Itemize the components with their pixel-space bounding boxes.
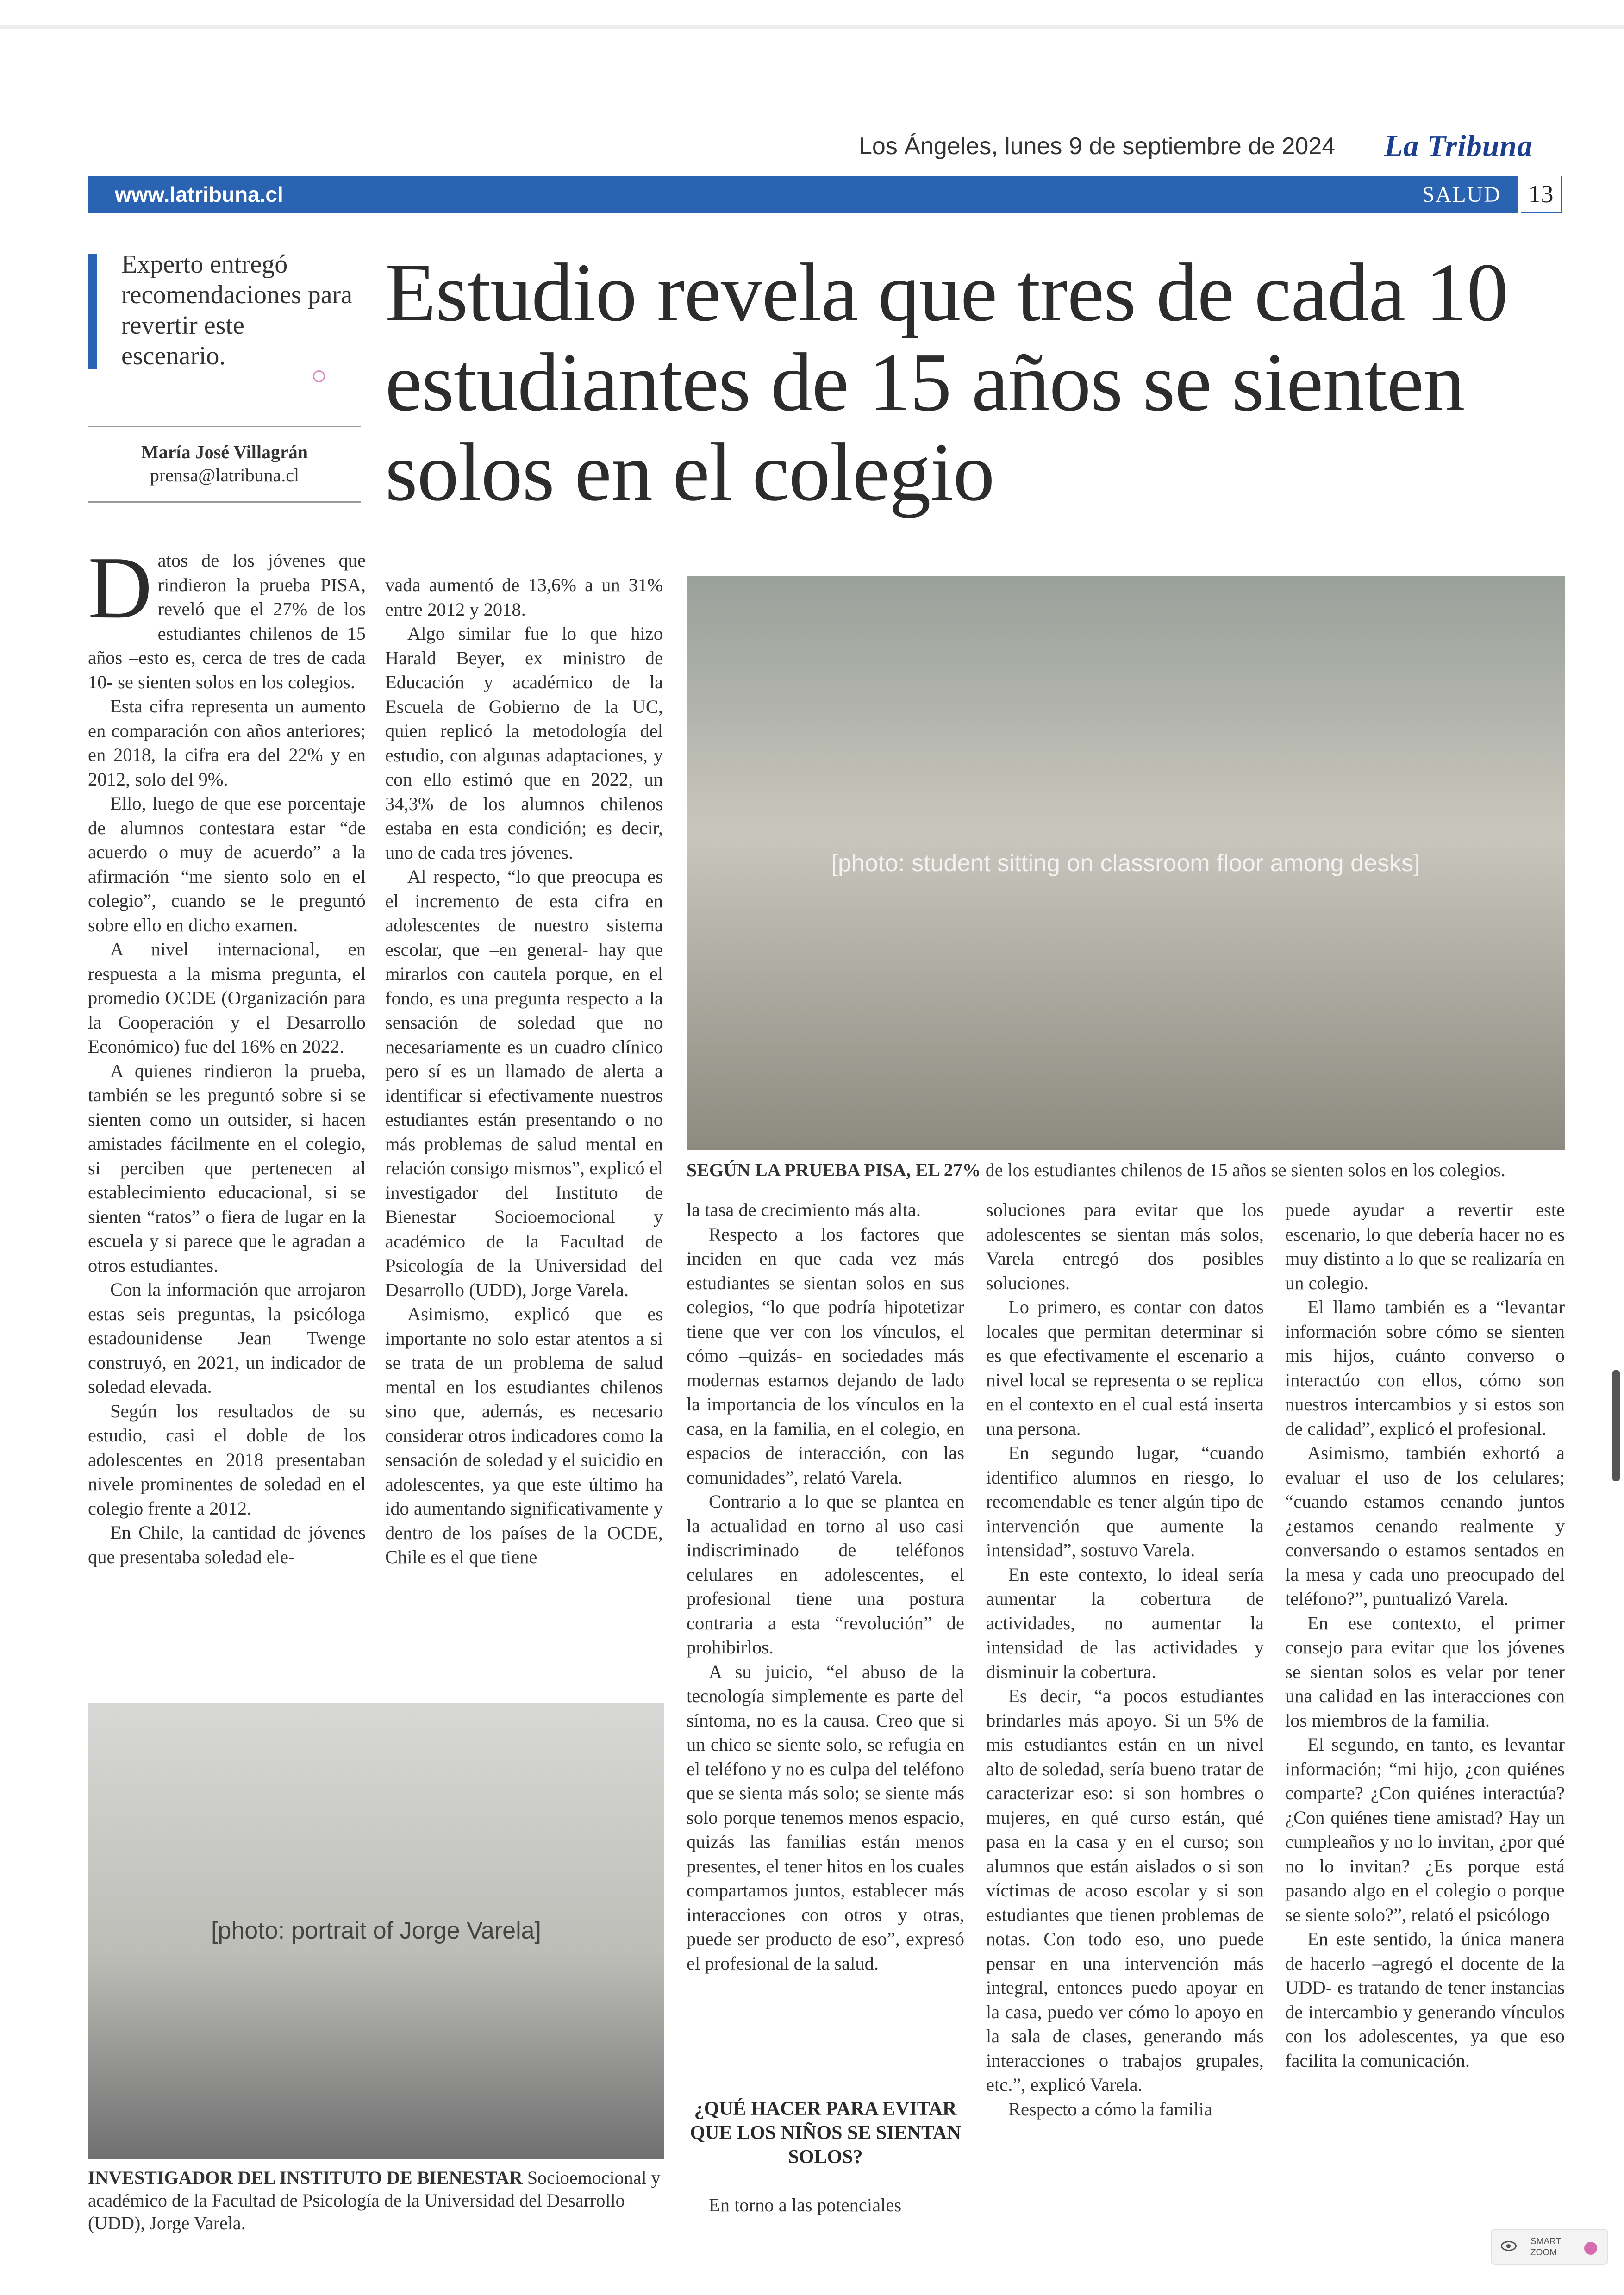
article-paragraph: En ese contexto, el primer consejo para evitar que los jóvenes se sientan solos es velar por tener una calidad en las interacciones con los miembros de la familia. [1285,1612,1565,1731]
article-paragraph: A nivel internacional, en respuesta a la misma pregunta, el promedio OCDE (Organización para la Cooperación y el Desarrollo Económico) fue del 16% en 2022. [88,939,366,1057]
article-paragraph: Lo primero, es contar con datos locales que permitan determinar si es que efectivamente el escenario a nivel local se representa o se replica en el contexto en el cual está inserta una persona. [986,1297,1264,1439]
portrait-caption [88,2166,671,2234]
eye-icon [1501,2241,1517,2251]
drop-cap: D [88,538,152,637]
byline-divider-top [88,426,361,427]
article-column-1 [88,538,366,1569]
main-photo [687,576,1565,1150]
article-paragraph: El llamo también es a “levantar información sobre cómo se sienten mis hijos, cuánto converso o interactúo con ellos, cómo son nuestros intercambios y si estos son de calidad”, explicó el profesional. [1285,1297,1565,1439]
article-paragraph: Algo similar fue lo que hizo Harald Beyer, ex ministro de Educación y académico de la Escuela de Gobierno de la UC, quien replicó la metodología del estudio, con algunas adaptaciones, y con ello estimó que en 2022, un 34,3% de los alumnos chilenos estaba en esta condición; es decir, uno de cada tres jóvenes. [385,623,663,863]
site-url[interactable]: www.latribuna.cl [115,182,283,206]
top-divider [0,25,1624,29]
article-paragraph: Según los resultados de su estudio, casi el doble de los adolescentes en 2018 presentaban nivele prominentes de soledad en el colegio frente a 2012. [88,1400,366,1519]
smart-zoom-label: SMART ZOOM [1530,2237,1562,2258]
article-paragraph: Asimismo, también exhortó a evaluar el uso de los celulares; “cuando estamos cenando juntos ¿estamos cenando realmente y conversando o estamos sentados en la mesa y cada uno preocupado del teléfono?”, puntualizó Varela. [1285,1442,1565,1609]
article-paragraph: En este contexto, lo ideal sería aumentar la cobertura de actividades, no aumentar la intensidad de las actividades y disminuir la cobertura. [986,1564,1264,1682]
article-paragraph: A quienes rindieron la prueba, también se les preguntó sobre si se sienten como un outsider, si hacen amistades fácilmente en el colegio, si perciben que pertenecen al establecimiento educacional, si se sienten “ratos” o fiera de lugar en la escuela y si parece que le agradan a otros estudiantes. [88,1060,366,1276]
article-paragraph: puede ayudar a revertir este escenario, lo que debería hacer no es muy distinto a lo que se realizaría en un colegio. [1285,1199,1565,1293]
pull-quote: Experto entregó recomendaciones para revertir este escenario. [121,250,353,370]
caption-lead: SEGÚN LA PRUEBA PISA, EL 27% [687,1160,981,1180]
caption-lead: INVESTIGADOR DEL INSTITUTO DE BIENESTAR [88,2167,523,2188]
article-paragraph: vada aumentó de 13,6% a un 31% entre 2012 y 2018. [385,574,663,620]
article-paragraph: Es decir, “a pocos estudiantes brindarles más apoyo. Si un 5% de mis estudiantes están en un nivel alto de soledad, sería bueno tratar de caracterizar eso: si son hombres o mujeres, en qué curso están, qué pasa en la casa y en el curso; son alumnos que están aislados o si son víctimas de acoso escolar y si son estudiantes que tienen problemas de notas. Con todo eso, uno puede pensar en una intervención más integral, entonces puedo apoyar en la casa, puedo ver cómo lo apoyo en la sala de clases, generando más interacciones o trabajos grupales, etc.”, explicó Varela. [986,1685,1264,2095]
article-paragraph: Con la información que arrojaron estas seis preguntas, la psicóloga estadounidense Jean Twenge construyó, en 2021, un indicador de soledad elevada. [88,1279,366,1397]
author-name: María José Villagrán [141,442,308,462]
end-mark-icon [313,370,325,382]
section-label: SALUD [1422,182,1501,207]
article-paragraph: Ello, luego de que ese porcentaje de alumnos contestara estar “de acuerdo o muy de acuerdo” a la afirmación “me siento solo en el colegio”, cuando se le preguntó sobre ello en dicho examen. [88,793,366,935]
main-photo-label: [photo: student sitting on classroom floor among desks] [831,850,1420,877]
article-paragraph: Esta cifra representa un aumento en comparación con años anteriores; en 2018, la cifra era del 22% y en 2012, solo del 9%. [88,696,366,790]
byline-divider-bottom [88,501,361,503]
section-subhead: ¿QUÉ HACER PARA EVITAR QUE LOS NIÑOS SE SIENTAN SOLOS? [690,2098,961,2168]
portrait-photo-label: [photo: portrait of Jorge Varela] [211,1917,541,1944]
article-paragraph: Contrario a lo que se plantea en la actualidad en torno al uso casi indiscriminado de teléfonos celulares en adolescentes, el profesional tiene una postura contraria a esta “revolución” de prohibirlos. [687,1491,964,1658]
article-column-4 [986,1198,1264,2121]
dateline: Los Ángeles, lunes 9 de septiembre de 2024 [859,133,1336,160]
article-paragraph: soluciones para evitar que los adolescentes se sientan más solos, Varela entregó dos posibles soluciones. [986,1199,1264,1293]
caption-text: de los estudiantes chilenos de 15 años se sienten solos en los colegios. [981,1160,1505,1180]
article-paragraph: Respecto a los factores que inciden en que cada vez más estudiantes se sientan solos en sus colegios, “lo que podría hipotetizar tiene que ver con los vínculos, el cómo –quizás- en sociedades más modernas estamos dejando de lado la importancia de los vínculos en la casa, en la familia, en el colegio, en espacios de interacción, con las comunidades”, relató Varela. [687,1223,964,1488]
article-paragraph: En segundo lugar, “cuando identifico alumnos en riesgo, lo recomendable es tener algún tipo de intervención que aumente la intensidad”, sostuvo Varela. [986,1442,1264,1560]
article-column-5 [1285,1198,1565,2073]
article-paragraph: la tasa de crecimiento más alta. [687,1199,921,1220]
headline: Estudio revela que tres de cada 10 estudiantes de 15 años se sienten solos en el colegio [385,246,1508,518]
main-photo-caption [687,1159,1565,1181]
smart-zoom-button[interactable] [1491,2229,1608,2265]
article-paragraph: En este sentido, la única manera de hacerlo –agregó el docente de la UDD- es tratando de tener instancias de intercambio y generando vínculos con los adolescentes, ya que eso facilita la comunicación. [1285,1928,1565,2071]
article-paragraph: Respecto a cómo la familia [1008,2098,1212,2120]
article-paragraph: En Chile, la cantidad de jóvenes que presentaba soledad ele- [88,1522,366,1567]
article-paragraph: Datos de los jóvenes que rindieron la prueba PISA, reveló que el 27% de los estudiantes chilenos de 15 años –esto es, cerca de tres de cada 10- se sienten solos en los colegios. [88,538,366,692]
section-bar [88,176,1518,213]
page-number: 13 [1521,176,1562,213]
notification-dot-icon [1584,2242,1597,2255]
article-paragraph: Al respecto, “lo que preocupa es el incremento de esta cifra en adolescentes de nuestro sistema escolar, que –en general- hay que mirarlos con cautela porque, en el fondo, es una pregunta respecto a la sensación de soledad que no necesariamente es un cuadro clínico pero sí es un llamado de alerta a identificar si efectivamente nuestros estudiantes están presentando o no más problemas de salud mental en relación consigo mismos”, explicó el investigador del Instituto de Bienestar Socioemocional y académico de la Facultad de Psicología de la Universidad del Desarrollo (UDD), Jorge Varela. [385,866,663,1300]
newspaper-logo: La Tribuna [1384,129,1533,163]
author-email[interactable]: prensa@latribuna.cl [150,465,300,486]
article-paragraph: Asimismo, explicó que es importante no solo estar atentos a si se trata de un problema de salud mental en los estudiantes chilenos sino que, además, es necesario considerar otros indicadores como la sensación de soledad y el suicidio en adolescentes, ya que este último ha ido aumentando significativamente y dentro de los países de la OCDE, Chile es el que tiene [385,1303,663,1567]
article-paragraph: En torno a las potenciales [709,2195,902,2215]
caption-text: Socioemocional y académico de la Facultad de Psicología de la Universidad del Desarrollo (UDD), Jorge Varela. [88,2167,661,2233]
scrollbar-thumb[interactable] [1612,1370,1620,1481]
article-paragraph: A su juicio, “el abuso de la tecnología simplemente es parte del síntoma, no es la causa. Creo que si un chico se siente solo, se refugia en el teléfono y no es culpa del teléfono que se sienta más solo; se siente más solo porque tenemos menos espacio, quizás las familias están menos presentes, el tener hitos en los cuales compartamos juntos, establecer más interacciones con otros y otras, puede ser producto de eso”, expresó el profesional de la salud. [687,1661,964,1974]
article-paragraph: El segundo, en tanto, es levantar información; “mi hijo, ¿con quiénes comparte? ¿Con quiénes interactúa? ¿Con quiénes tiene amistad? Hay un cumpleaños y no lo invitan, ¿por qué no lo invitan? ¿Es porque está pasando algo en el colegio o porque se siente solo?”, relató el psicólogo [1285,1734,1565,1925]
article-column-3-tail [687,2193,964,2218]
quote-accent-bar [88,254,97,369]
article-column-3 [687,1198,964,1976]
article-column-2 [385,573,663,1570]
portrait-photo [88,1703,664,2159]
